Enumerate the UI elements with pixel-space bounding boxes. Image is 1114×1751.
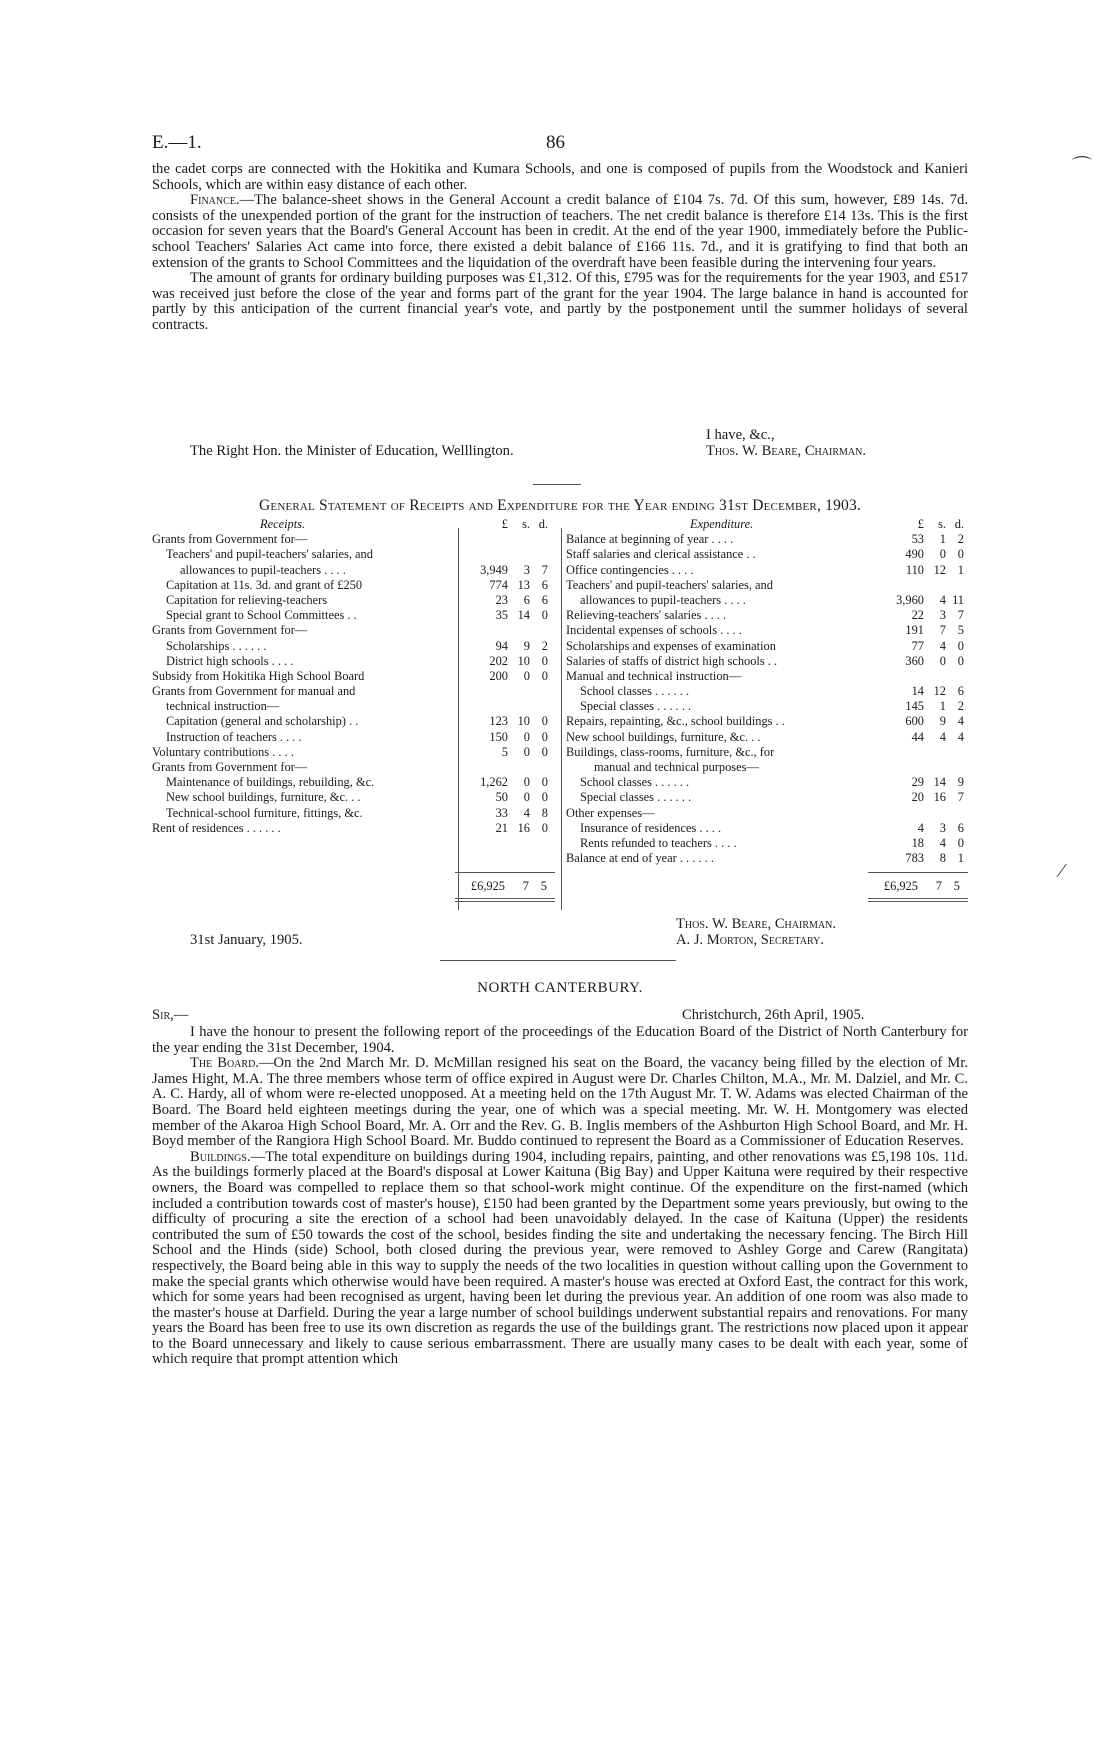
receipts-row	[152, 563, 554, 578]
receipts-pence: 0	[541, 744, 548, 759]
expenditure-label: Rents refunded to teachers . . . .	[580, 835, 737, 850]
expenditure-shillings: 0	[939, 653, 946, 668]
receipts-shillings: 4	[523, 805, 530, 820]
expenditure-pence: 4	[957, 729, 964, 744]
receipts-shillings: 9	[523, 638, 530, 653]
pence-head: d.	[538, 517, 548, 531]
expenditure-column	[566, 517, 968, 866]
receipts-row	[152, 623, 554, 638]
expenditure-pounds: 3,960	[896, 592, 924, 607]
expenditure-row	[566, 563, 968, 578]
expenditure-shillings: 3	[939, 820, 946, 835]
buildings-text: —The total expenditure on buildings during 1904, including repairs, painting, and other renovations was £5,198 10s. 11d. As the buildings formerly placed at the Board's disposal at Lower Kaituna (Big Bay) and Upper Kaituna were required by their respective owners, the Board was compelled to replace them so that school-work might continue. Of the expenditure on the first-named (which included a contribution towards cost of master's house), £150 had been granted by the Department some years previously, but owing to the difficulty of procuring a site the erection of a school had been unavoidably delayed. In the case of Kaituna (Upper) the residents contributed the sum of £50 towards the cost of the school, besides finding the site and undertaking the necessary fencing. The Birch Hill School and the Hinds (side) School, both closed during the previous year, were removed to Ashley Gorge and Carew (Rangitata) respectively, the Board being able in this way to supply the needs of the two localities in question without calling upon the Government to make the special grants which otherwise would have been required. A master's house was erected at Oxford East, the contract for this work, which for some years had been recognised as urgent, having been let during the previous year. An addition of one room was also made to the master's house at Darfield. During the year a large number of school buildings underwent substantial repairs and renovations. For many years the Board has been free to use its own discretion as regards the use of the buildings grant. The restrictions now placed upon it appear to the Board unnecessary and likely to cause serious embarrassment. There are usually many cases to be dealt with each year, some of which require that prompt attention which	[152, 1148, 968, 1368]
document-reference: E.—1.	[152, 132, 202, 153]
pounds-head: £	[501, 517, 508, 531]
expenditure-label: Relieving-teachers' salaries . . . .	[566, 608, 727, 623]
margin-mark-top: ⌒	[1072, 156, 1092, 178]
grants-paragraph: The amount of grants for ordinary building purposes was £1,312. Of this, £795 was for the requirements for the year 1903, and £517 was received just before the close of the year and forms part of the grant for the year 1904. The large balance in hand is accounted for partly by this anticipation of the current financial year's vote, and partly by the postponement until the summer holidays of several contracts.	[152, 270, 968, 333]
expenditure-pence: 0	[957, 653, 964, 668]
expenditure-label: School classes . . . . . .	[580, 684, 690, 699]
receipts-shillings: 10	[517, 714, 530, 729]
expenditure-pounds: 600	[905, 714, 924, 729]
expenditure-row	[566, 806, 968, 821]
receipts-label: Teachers' and pupil-teachers' salaries, and	[166, 547, 373, 562]
receipts-label: Maintenance of buildings, rebuilding, &c.	[166, 775, 375, 790]
expenditure-label: Balance at end of year . . . . . .	[566, 851, 714, 866]
expenditure-shillings: 4	[939, 638, 946, 653]
buildings-heading: Buildings.	[190, 1148, 251, 1165]
expenditure-shillings: 1	[939, 699, 946, 714]
center-column-rule	[561, 528, 562, 910]
receipts-pounds: 35	[495, 608, 508, 623]
expenditure-label: School classes . . . . . .	[580, 775, 690, 790]
receipts-shillings: 14	[517, 608, 530, 623]
expenditure-shillings: 14	[933, 775, 946, 790]
receipts-pence: 0	[541, 653, 548, 668]
receipts-row	[152, 760, 554, 775]
expenditure-double-rule-1	[868, 898, 968, 899]
shillings-head: s.	[938, 517, 946, 531]
expenditure-label: Other expenses—	[566, 805, 655, 820]
expenditure-label: Teachers' and pupil-teachers' salaries, and	[566, 577, 773, 592]
expenditure-pence: 11	[952, 592, 964, 607]
expenditure-pounds: 22	[911, 608, 924, 623]
expenditure-shillings: 4	[939, 729, 946, 744]
expenditure-row	[566, 608, 968, 623]
receipts-pounds: 33	[495, 805, 508, 820]
expenditure-pounds: 18	[911, 835, 924, 850]
receipts-label: Voluntary contributions . . . .	[152, 744, 294, 759]
expenditure-shillings: 12	[933, 562, 946, 577]
receipts-shillings: 0	[523, 775, 530, 790]
expenditure-label: Balance at beginning of year . . . .	[566, 532, 734, 547]
receipts-row	[152, 714, 554, 729]
expenditure-label: Manual and technical instruction—	[566, 668, 742, 683]
receipts-label: Grants from Government for—	[152, 623, 308, 638]
expenditure-double-rule-2	[868, 901, 968, 902]
expenditure-total-shillings: 7	[935, 879, 942, 893]
receipts-shillings: 3	[523, 562, 530, 577]
receipts-label: Capitation at 11s. 3d. and grant of £250	[166, 577, 363, 592]
page-number: 86	[546, 132, 565, 153]
receipts-shillings: 16	[517, 820, 530, 835]
expenditure-pence: 6	[957, 820, 964, 835]
expenditure-row	[566, 684, 968, 699]
expenditure-total-rule	[868, 872, 968, 873]
receipts-double-rule-1	[455, 898, 555, 899]
receipts-label: Subsidy from Hokitika High School Board	[152, 668, 365, 683]
receipts-pence: 0	[541, 775, 548, 790]
receipts-label: Capitation for relieving-teachers	[166, 592, 328, 607]
receipts-row	[152, 608, 554, 623]
expenditure-pounds: 53	[911, 532, 924, 547]
expenditure-shillings: 3	[939, 608, 946, 623]
expenditure-pence: 6	[957, 684, 964, 699]
expenditure-row	[566, 654, 968, 669]
receipts-shillings: 13	[517, 577, 530, 592]
expenditure-row	[566, 547, 968, 562]
receipts-total-shillings: 7	[522, 879, 529, 893]
receipts-pence: 0	[541, 668, 548, 683]
receipts-column	[152, 517, 554, 836]
expenditure-row	[566, 821, 968, 836]
finance-text: —The balance-sheet shows in the General Account a credit balance of £104 7s. 7d. Of this sum, however, £89 14s. 7d. consists of the unexpended portion of the grant for the instruction of teachers. The net credit balance is therefore £14 13s. This is the first occasion for seven years that the Board's General Account has been in credit. At the end of the year 1900, immediately before the Public-school Teachers' Salaries Act came into force, there existed a debit balance of £166 11s. 7d., and it is gratifying to find that both an extension of the grants to School Committees and the liquidation of the overdraft have been feasible during the intervening four years.	[152, 192, 968, 271]
receipts-pounds: 21	[495, 820, 508, 835]
receipts-row	[152, 730, 554, 745]
expenditure-row	[566, 760, 968, 775]
board-paragraph	[152, 1056, 968, 1150]
expenditure-pence: 4	[957, 714, 964, 729]
short-divider	[533, 484, 581, 485]
expenditure-pence: 0	[957, 835, 964, 850]
expenditure-pounds: 110	[905, 562, 924, 577]
expenditure-pence: 2	[957, 532, 964, 547]
closing-addressee: The Right Hon. the Minister of Education, Welllington.	[190, 443, 514, 459]
receipts-pence: 0	[541, 729, 548, 744]
receipts-pence: 0	[541, 790, 548, 805]
expenditure-shillings: 12	[933, 684, 946, 699]
receipts-pounds: 5	[501, 744, 508, 759]
general-statement-title: General Statement of Receipts and Expenditure for the Year ending 31st December, 1903.	[259, 497, 861, 514]
expenditure-pence: 7	[957, 608, 964, 623]
receipts-pounds: 23	[495, 592, 508, 607]
expenditure-shillings: 4	[939, 835, 946, 850]
finance-heading: Finance.	[190, 192, 240, 209]
receipts-pounds: 200	[489, 668, 508, 683]
opening-paragraph: I have the honour to present the following report of the proceedings of the Education Board of the District of North Canterbury for the year ending the 31st December, 1904.	[152, 1024, 968, 1056]
board-text: —On the 2nd March Mr. D. McMillan resigned his seat on the Board, the vacancy being filled by the election of Mr. James Hight, M.A. The three members whose term of office expired in August were Dr. Charles Chilton, M.A., Mr. M. Dalziel, and Mr. C. A. C. Hardy, all of whom were re-elected unopposed. At a meeting held on the 17th August Mr. T. W. Adams was elected Chairman of the Board. The Board held eighteen meetings during the year, one of which was a special meeting. Mr. W. H. Montgomery was elected member of the Akaroa High School Board, Mr. A. Orr and the Rev. G. B. Inglis members of the Ashburton High School Board, and Mr. H. Boyd member of the Rangiora High School Board. Mr. Buddo continued to represent the Board as a Commissioner of Education Reserves.	[152, 1055, 968, 1150]
expenditure-row	[566, 593, 968, 608]
receipts-label: Grants from Government for—	[152, 760, 308, 774]
expenditure-pence: 5	[957, 623, 964, 638]
north-canterbury-prose	[152, 1025, 968, 1368]
buildings-paragraph	[152, 1150, 968, 1368]
receipts-label: New school buildings, furniture, &c. . .	[166, 790, 361, 805]
expenditure-pounds: 191	[905, 623, 924, 638]
closing-signer: Thos. W. Beare, Chairman.	[706, 443, 866, 459]
receipts-row	[152, 775, 554, 790]
receipts-row	[152, 821, 554, 836]
expenditure-row	[566, 699, 968, 714]
receipts-row	[152, 547, 554, 562]
receipts-label: Rent of residences . . . . . .	[152, 820, 281, 835]
expenditure-label: Incidental expenses of schools . . . .	[566, 623, 742, 638]
expenditure-pence: 1	[957, 851, 964, 866]
expenditure-pounds: 29	[911, 775, 924, 790]
expenditure-pence: 0	[957, 547, 964, 562]
expenditure-row	[566, 851, 968, 866]
intro-paragraph: the cadet corps are connected with the Hokitika and Kumara Schools, and one is composed of pupils from the Woodstock and Kanieri Schools, which are within easy distance of each other.	[152, 161, 968, 193]
expenditure-row	[566, 578, 968, 593]
expenditure-label: Buildings, class-rooms, furniture, &c., for	[566, 744, 775, 759]
expenditure-label: Office contingencies . . . .	[566, 562, 694, 577]
receipts-pence: 7	[541, 562, 548, 577]
expenditure-pence: 7	[957, 790, 964, 805]
expenditure-row	[566, 669, 968, 684]
receipts-total-rule	[455, 872, 555, 873]
receipts-label: Capitation (general and scholarship) . .	[166, 714, 359, 729]
receipts-pence: 0	[541, 714, 548, 729]
receipts-pounds: 3,949	[480, 562, 508, 577]
expenditure-label: manual and technical purposes—	[594, 760, 759, 774]
pounds-head: £	[917, 517, 924, 531]
expenditure-total-pence: 5	[953, 879, 960, 893]
expenditure-pounds: 783	[905, 851, 924, 866]
receipts-pence: 0	[541, 608, 548, 623]
expenditure-shillings: 9	[939, 714, 946, 729]
receipts-pounds: 202	[489, 653, 508, 668]
expenditure-pounds: 4	[917, 820, 924, 835]
expenditure-pounds: 145	[905, 699, 924, 714]
expenditure-pence: 9	[957, 775, 964, 790]
expenditure-header-row	[566, 517, 968, 532]
expenditure-pounds: 20	[911, 790, 924, 805]
expenditure-row	[566, 790, 968, 805]
expenditure-shillings: 8	[939, 851, 946, 866]
receipts-label: Scholarships . . . . . .	[166, 638, 267, 653]
expenditure-row	[566, 714, 968, 729]
expenditure-pence: 1	[957, 562, 964, 577]
receipts-double-rule-2	[455, 901, 555, 902]
expenditure-row	[566, 639, 968, 654]
receipts-pounds: 150	[489, 729, 508, 744]
expenditure-label: New school buildings, furniture, &c. . .	[566, 729, 761, 744]
pence-head: d.	[954, 517, 964, 531]
receipts-label: District high schools . . . .	[166, 653, 294, 668]
margin-mark-mid: ⁄	[1060, 860, 1064, 882]
receipts-pence: 0	[541, 820, 548, 835]
receipts-pence: 8	[541, 805, 548, 820]
receipts-label: Instruction of teachers . . . .	[166, 729, 302, 744]
expenditure-label: Insurance of residences . . . .	[580, 820, 722, 835]
expenditure-shillings: 1	[939, 532, 946, 547]
receipts-total-pounds: £6,925	[470, 879, 505, 893]
receipts-shillings: 10	[517, 653, 530, 668]
receipts-shillings: 0	[523, 744, 530, 759]
receipts-row	[152, 532, 554, 547]
receipts-row	[152, 639, 554, 654]
expenditure-row	[566, 836, 968, 851]
receipts-shillings: 0	[523, 729, 530, 744]
expenditure-pounds: 44	[911, 729, 924, 744]
receipts-pounds: 1,262	[480, 775, 508, 790]
expenditure-pence: 0	[957, 638, 964, 653]
expenditure-row	[566, 730, 968, 745]
receipts-shillings: 0	[523, 668, 530, 683]
shillings-head: s.	[522, 517, 530, 531]
expenditure-rows	[566, 532, 968, 866]
receipts-label: Special grant to School Committees . .	[166, 608, 357, 623]
signature-chairman: Thos. W. Beare, Chairman.	[676, 916, 836, 932]
receipts-row	[152, 745, 554, 760]
receipts-row	[152, 593, 554, 608]
receipts-row	[152, 699, 554, 714]
expenditure-shillings: 7	[939, 623, 946, 638]
signature-date: 31st January, 1905.	[190, 932, 303, 948]
expenditure-pence: 2	[957, 699, 964, 714]
top-prose	[152, 162, 968, 334]
receipts-pounds: 774	[489, 577, 508, 592]
receipts-pence: 6	[541, 592, 548, 607]
expenditure-row	[566, 775, 968, 790]
place-date: Christchurch, 26th April, 1905.	[682, 1007, 865, 1023]
expenditure-label: Repairs, repainting, &c., school buildings . .	[566, 714, 785, 729]
north-canterbury-heading: NORTH CANTERBURY.	[477, 980, 643, 996]
expenditure-label: Special classes . . . . . .	[580, 699, 692, 714]
expenditure-shillings: 0	[939, 547, 946, 562]
expenditure-pounds: 490	[905, 547, 924, 562]
receipts-row	[152, 578, 554, 593]
receipts-pounds: 94	[495, 638, 508, 653]
expenditure-label: allowances to pupil-teachers . . . .	[580, 592, 746, 607]
expenditure-heading: Expenditure.	[690, 517, 754, 531]
finance-paragraph	[152, 193, 968, 271]
receipts-pounds: 50	[495, 790, 508, 805]
expenditure-pounds: 14	[911, 684, 924, 699]
receipts-shillings: 0	[523, 790, 530, 805]
receipts-rows	[152, 532, 554, 836]
salutation: Sir,—	[152, 1007, 189, 1023]
expenditure-row	[566, 532, 968, 547]
receipts-label: Technical-school furniture, fittings, &c.	[166, 805, 363, 820]
expenditure-label: Salaries of staffs of district high schools . .	[566, 653, 778, 668]
expenditure-label: Staff salaries and clerical assistance . .	[566, 547, 756, 562]
board-heading: The Board.	[190, 1055, 259, 1072]
receipts-pounds: 123	[489, 714, 508, 729]
closing-i-have: I have, &c.,	[706, 427, 775, 443]
section-divider	[440, 960, 676, 961]
expenditure-label: Special classes . . . . . .	[580, 790, 692, 805]
receipts-pence: 2	[541, 638, 548, 653]
receipts-row	[152, 806, 554, 821]
receipts-row	[152, 654, 554, 669]
receipts-header-row	[152, 517, 554, 532]
receipts-shillings: 6	[523, 592, 530, 607]
receipts-row	[152, 669, 554, 684]
receipts-total-pence: 5	[540, 879, 547, 893]
receipts-pence: 6	[541, 577, 548, 592]
receipts-label: Grants from Government for—	[152, 532, 308, 547]
expenditure-pounds: 77	[911, 638, 924, 653]
expenditure-pounds: 360	[905, 653, 924, 668]
expenditure-shillings: 16	[933, 790, 946, 805]
expenditure-row	[566, 745, 968, 760]
expenditure-row	[566, 623, 968, 638]
receipts-label: allowances to pupil-teachers . . . .	[180, 562, 346, 577]
signature-secretary: A. J. Morton, Secretary.	[676, 932, 824, 948]
receipts-label: technical instruction—	[166, 699, 280, 714]
expenditure-shillings: 4	[939, 592, 946, 607]
expenditure-label: Scholarships and expenses of examination	[566, 638, 776, 653]
receipts-row	[152, 684, 554, 699]
receipts-heading: Receipts.	[260, 517, 306, 531]
receipts-label: Grants from Government for manual and	[152, 684, 356, 699]
receipts-row	[152, 790, 554, 805]
expenditure-total-pounds: £6,925	[883, 879, 918, 893]
receipts-amount-rule	[458, 528, 459, 910]
